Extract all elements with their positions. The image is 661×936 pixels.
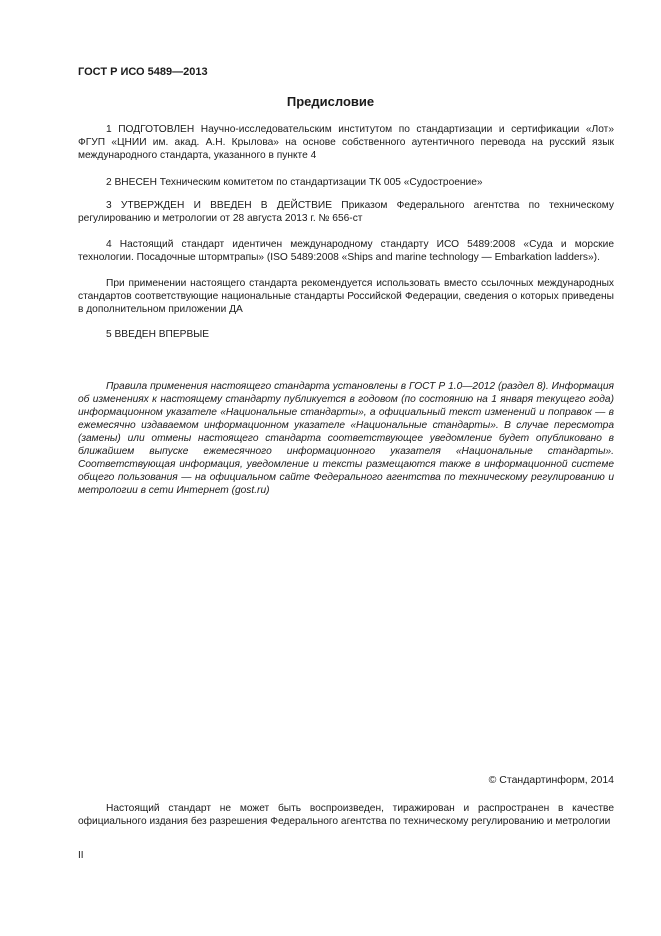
publication-notice: Правила применения настоящего стандарта установлены в ГОСТ Р 1.0—2012 (раздел 8). Информация об изменениях к настоящему стандарту публикуется в годовом (по состоянию на 1 января текущего года) информационном указателе «Национальные стандарты», а официальный текст изменений и поправок — в ежемесячно издаваемом информационном указателе «Национальные стандарты». В случае пересмотра (замены) или отмены настоящего стандарта соответствующее уведомление будет опубликовано в ближайшем выпуске ежемесячного информационного указателя «Национальные стандарты». Соответствующая информация, уведомление и тексты размещаются также в информационной системе общего пользования — на официальном сайте Федерального агентства по техническому регулированию и метрологии в сети Интернет (gost.ru) — [78, 381, 614, 496]
copyright-line: © Стандартинформ, 2014 — [488, 774, 614, 786]
paragraph-4: 4 Настоящий стандарт идентичен международному стандарту ИСО 5489:2008 «Суда и морские технологии. Посадочные штормтрапы» (ISO 5489:2008 «Ships and marine technology — Embarkation ladders»). — [78, 239, 614, 263]
reproduction-notice: Настоящий стандарт не может быть воспроизведен, тиражирован и распространен в качестве официального издания без разрешения Федерального агентства по техническому регулированию и метрологии — [78, 803, 614, 827]
paragraph-2: 2 ВНЕСЕН Техническим комитетом по стандартизации ТК 005 «Судостроение» — [106, 177, 483, 188]
paragraph-4-note: При применении настоящего стандарта рекомендуется использовать вместо ссылочных международных стандартов соответствующие национальные стандарты Российской Федерации, сведения о которых приведены в дополнительном приложении ДА — [78, 278, 614, 315]
paragraph-5: 5 ВВЕДЕН ВПЕРВЫЕ — [106, 329, 210, 340]
paragraph-1: 1 ПОДГОТОВЛЕН Научно-исследовательским институтом по стандартизации и сертификации «Лот» ФГУП «ЦНИИ им. акад. А.Н. Крылова» на основе собственного аутентичного перевода на русский язык международного стандарта, указанного в пункте 4 — [78, 124, 614, 161]
section-title: Предисловие — [286, 94, 375, 109]
document-code-header: ГОСТ Р ИСО 5489—2013 — [78, 66, 208, 78]
paragraph-3: 3 УТВЕРЖДЕН И ВВЕДЕН В ДЕЙСТВИЕ Приказом Федерального агентства по техническому регулированию и метрологии от 28 августа 2013 г. № 656-ст — [78, 200, 614, 224]
page-number: II — [78, 850, 84, 861]
